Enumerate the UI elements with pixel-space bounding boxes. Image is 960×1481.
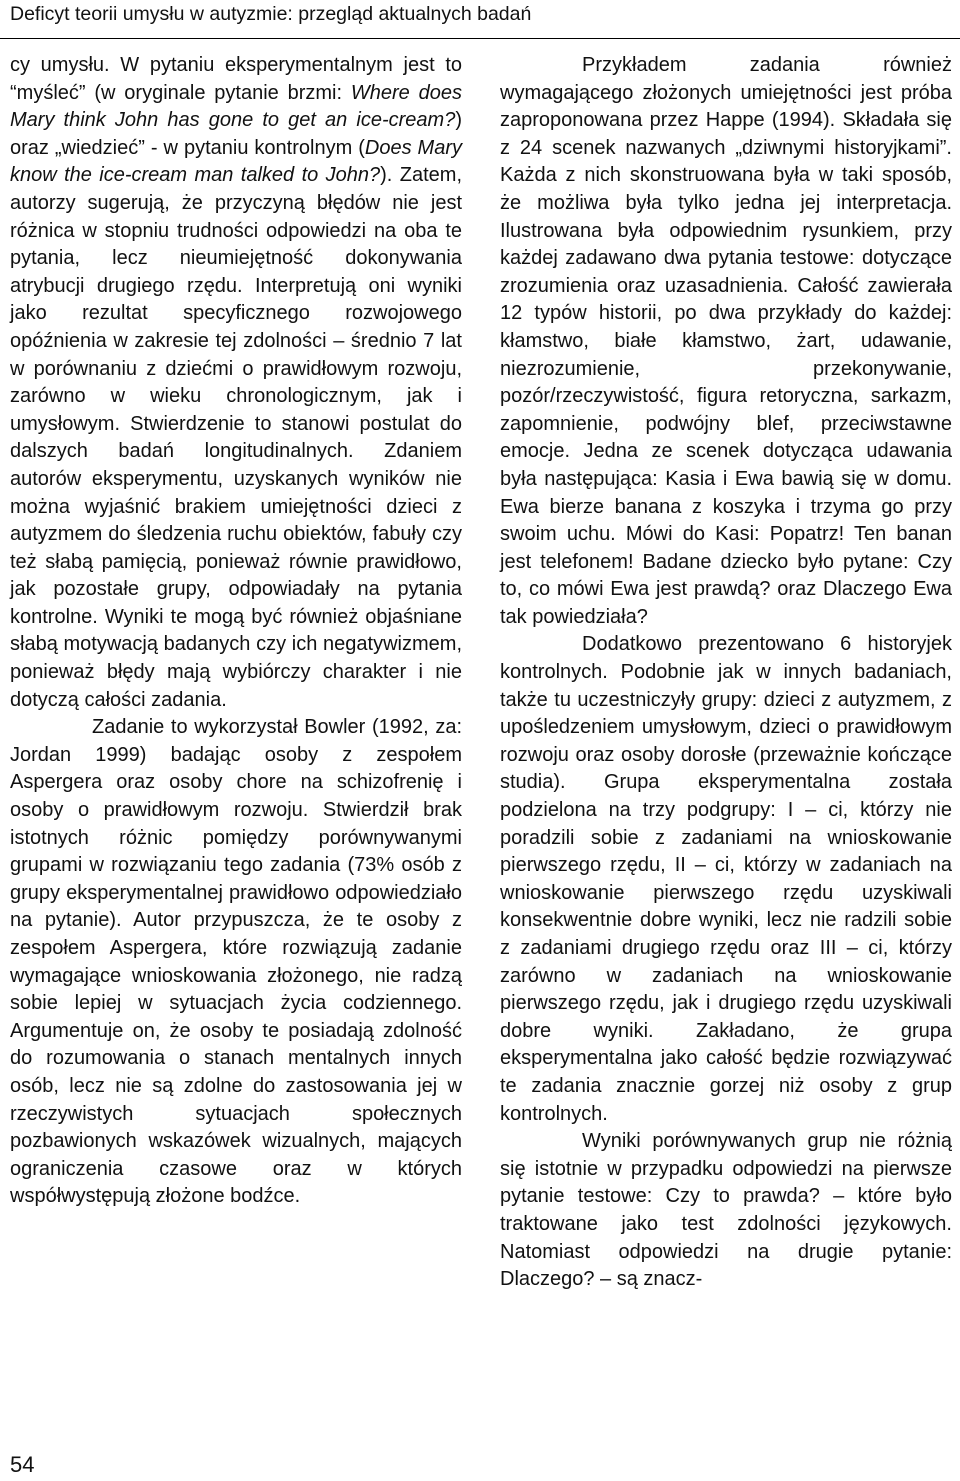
right-paragraph-1: Przykładem zadania również wymagającego złożonych umiejętności jest próba zaproponowana przez Happe (1994). Składała się z 24 scenek nazwanych „dziwnymi historyjkami”. Każda z nich skonstruowana była w taki sposób, że możliwa była tylko jedna jej interpretacja. Ilustrowana była odpowiednim rysunkiem, przy każdej zadawano dwa pytania testowe: dotyczące zrozumienia oraz uzasadnienia. Całość zawierała 12 typów historii, po dwa przykłady do każdej: kłamstwo, białe kłamstwo, żart, udawanie, niezrozumienie, przekonywanie, pozór/rzeczywistość, figura retoryczna, sarkazm, zapomnienie, podwójny blef, przeciwstawne emocje. Jedna ze scenek dotycząca udawania była następująca: Kasia i Ewa bawią się w domu. Ewa bierze banana z koszyka i trzyma go przy swoim uchu. Mówi do Kasi: Popatrz! Ten banan jest telefonem! Badane dziecko było pytane: Czy to, co mówi Ewa jest prawdą? oraz Dlaczego Ewa tak powiedziała? [500,54,952,628]
page-number: 54 [10,1452,35,1477]
left-paragraph-2: Zadanie to wykorzystał Bowler (1992, za: Jordan 1999) badając osoby z zespołem Aspergera oraz osoby chore na schizofrenię i osoby o prawidłowym rozwoju. Stwierdził brak istotnych różnic pomiędzy porównywanymi grupami w rozwiązaniu tego zadania (73% osób z grupy eksperymentalnej prawidłowo odpowiedziało na pytanie). Autor przypuszcza, że te osoby z zespołem Aspergera, które rozwiązują zadanie wymagające wnioskowania złożonego, nie radzą sobie lepiej w sytuacjach życia codziennego. Argumentuje on, że osoby te posiadają zdolność do rozumowania o stanach mentalnych innych osób, lecz nie są zdolne do zastosowania jej w rzeczywistych sytuacjach społecznych pozbawionych wskazówek wizualnych, mających ograniczenia czasowe oraz w których współwystępują złożone bodźce. [10,716,462,1208]
left-column [10,52,462,1211]
right-column [500,52,952,1294]
right-paragraph-2: Dodatkowo prezentowano 6 historyjek kontrolnych. Podobnie jak w innych badaniach, także tu uczestniczyły grupy: dzieci z autyzmem, z upośledzeniem umysłowym, dzieci o prawidłowym rozwoju oraz osoby dorosłe (przeważnie kończące studia). Grupa eksperymentalna została podzielona na trzy podgrupy: I – ci, którzy nie poradzili sobie z zadaniami na wnioskowanie pierwszego rzędu, II – ci, którzy w zadaniach na wnioskowanie pierwszego rzędu uzyskiwali konsekwentnie dobre wyniki, lecz nie radzili sobie z zadaniami drugiego rzędu oraz III – ci, którzy zarówno w zadaniach na wnioskowanie pierwszego rzędu, jak i drugiego rzędu uzyskiwali dobre wyniki. Zakładano, że grupa eksperymentalna jako całość będzie rozwiązywać te zadania znacznie gorzej niż osoby z grup kontrolnych. [500,633,952,1125]
running-title: Deficyt teorii umysłu w autyzmie: przegląd aktualnych badań [10,3,532,25]
left-p1-mid: ) oraz „wiedzieć” - w pytaniu kontrolnym ( [10,109,462,159]
left-p1-italic-question-2: Does Mary know the ice-cream man talked to John? [10,136,462,187]
left-p1-end: ). Zatem, autorzy sugerują, że przyczyną błędów nie jest różnica w stopniu trudności odpowiedzi na oba te pytania, lecz nieumiejętność dokonywania atrybucji drugiego rzędu. Interpretują oni wyniki jako rezultat specyficznego rozwojowego opóźnienia w zakresie tej zdolności – średnio 7 lat w porównaniu z dziećmi o prawidłowym rozwoju, zarówno w wieku chronologicznym, jak i umysłowym. Stwierdzenie to stanowi postulat do dalszych badań longitudinalnych. Zdaniem autorów eksperymentu, uzyskanych wyników nie można wyjaśnić brakiem umiejętności dzieci z autyzmem do śledzenia ruchu obiektów, fabuły czy też słabą pamięcią, ponieważ równie prawidłowo, jak pozostałe grupy, odpowiadały na pytania kontrolne. Wyniki te mogą być również objaśniane słabą motywacją badanych czy ich negatywizmem, ponieważ błędy mają wybiórczy charakter i nie dotyczą całości zadania. [10,164,462,711]
left-paragraph-1 [10,52,462,714]
left-p1-start: cy umysłu. W pytaniu eksperymentalnym jest to “myśleć” (w oryginale pytanie brzmi: [10,54,462,104]
right-paragraph-3: Wyniki porównywanych grup nie różnią się istotnie w przypadku odpowiedzi na pierwsze pytanie testowe: Czy to prawda? – które było traktowane jako test zdolności językowych. Natomiast odpowiedzi na drugie pytanie: Dlaczego? – są znacz- [500,1130,952,1291]
running-header [0,0,960,39]
left-p1-italic-question-1: Where does Mary think John has gone to get an ice-cream? [10,81,462,132]
